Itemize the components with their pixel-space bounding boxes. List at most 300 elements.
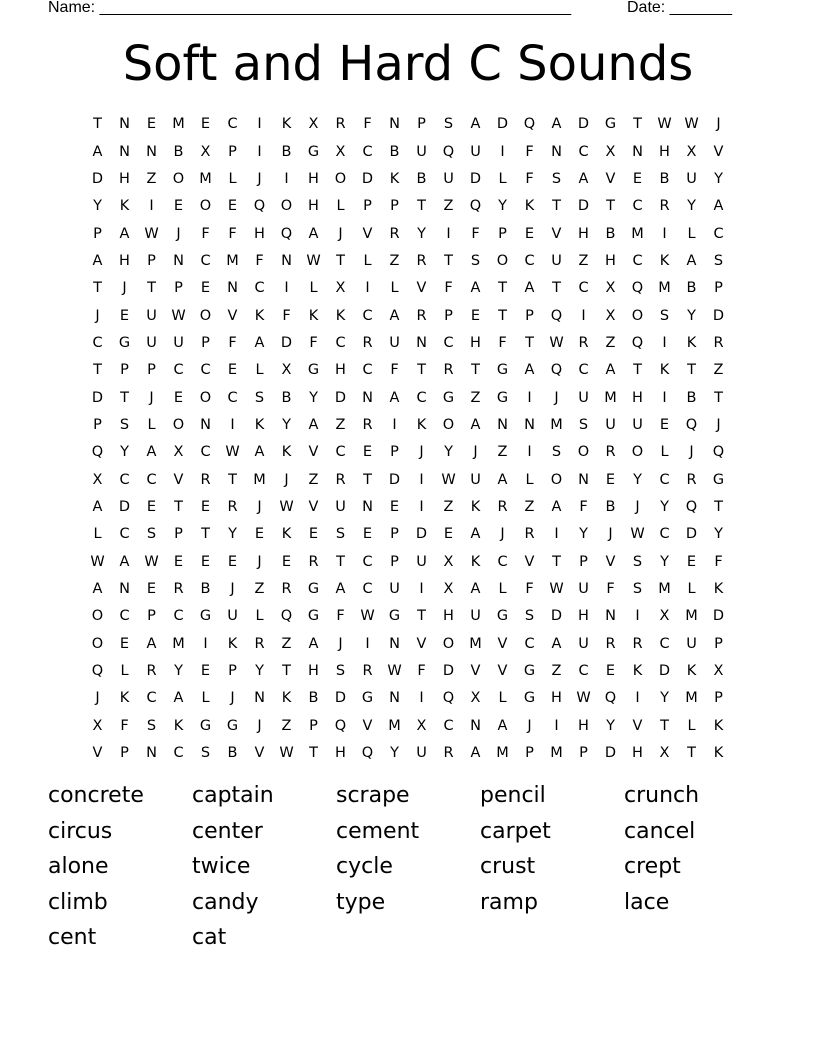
grid-letter: D — [118, 498, 131, 515]
grid-letter: Z — [470, 389, 481, 406]
grid-letter: Z — [281, 717, 292, 734]
grid-letter: R — [686, 471, 697, 488]
grid-letter: R — [497, 498, 508, 515]
grid-letter: Y — [444, 444, 453, 461]
grid-letter: I — [662, 389, 667, 406]
grid-letter: X — [605, 307, 616, 324]
grid-letter: K — [659, 362, 670, 379]
grid-letter: V — [416, 280, 427, 297]
grid-letter: I — [257, 143, 262, 160]
grid-letter: M — [469, 635, 482, 652]
grid-letter: D — [712, 307, 725, 324]
grid-letter: O — [550, 471, 563, 488]
grid-letter: E — [200, 280, 211, 297]
grid-letter: R — [254, 635, 265, 652]
grid-letter: T — [714, 389, 723, 406]
grid-letter: N — [119, 581, 130, 598]
grid-letter: W — [144, 225, 159, 242]
grid-letter: I — [527, 389, 532, 406]
grid-letter: A — [470, 581, 481, 598]
grid-letter: I — [365, 635, 370, 652]
grid-letter: D — [361, 170, 374, 187]
grid-letter: M — [172, 116, 185, 133]
grid-row — [84, 576, 732, 603]
grid-letter: B — [173, 143, 184, 160]
grid-letter: F — [417, 663, 426, 680]
grid-letter: K — [308, 307, 319, 324]
word-list-item: ramp — [480, 889, 538, 915]
grid-letter: X — [686, 143, 697, 160]
grid-row — [84, 412, 732, 439]
grid-letter: U — [416, 745, 427, 762]
grid-letter: C — [173, 745, 184, 762]
grid-letter: A — [173, 690, 184, 707]
grid-letter: E — [443, 526, 454, 543]
grid-letter: N — [632, 143, 643, 160]
grid-letter: Z — [524, 498, 535, 515]
grid-letter: C — [713, 225, 724, 242]
grid-letter: M — [388, 717, 401, 734]
grid-letter: E — [200, 498, 211, 515]
grid-letter: E — [659, 416, 670, 433]
grid-letter: T — [471, 362, 480, 379]
grid-letter: Q — [550, 307, 563, 324]
grid-letter: J — [527, 717, 532, 734]
grid-letter: J — [230, 690, 235, 707]
grid-letter: R — [227, 498, 238, 515]
grid-letter: K — [254, 416, 265, 433]
grid-letter: V — [227, 307, 238, 324]
grid-letter: T — [606, 198, 615, 215]
word-list-item: climb — [48, 889, 108, 915]
grid-letter: D — [604, 745, 617, 762]
grid-letter: D — [685, 526, 698, 543]
grid-letter: T — [525, 334, 534, 351]
grid-letter: V — [713, 143, 724, 160]
grid-letter: P — [174, 526, 183, 543]
grid-letter: Z — [389, 252, 400, 269]
grid-letter: A — [686, 252, 697, 269]
word-list-item: cycle — [336, 854, 393, 880]
grid-letter: A — [92, 581, 103, 598]
grid-letter: P — [498, 225, 507, 242]
grid-letter: H — [119, 252, 130, 269]
grid-letter: R — [362, 334, 373, 351]
grid-letter: J — [284, 471, 289, 488]
grid-letter: A — [551, 635, 562, 652]
grid-letter: N — [173, 252, 184, 269]
grid-letter: U — [335, 498, 346, 515]
grid-letter: S — [443, 116, 454, 133]
grid-letter: L — [525, 471, 534, 488]
grid-letter: W — [549, 581, 564, 598]
grid-letter: N — [416, 334, 427, 351]
grid-letter: Z — [605, 334, 616, 351]
grid-row — [84, 631, 732, 658]
grid-letter: N — [227, 280, 238, 297]
grid-letter: P — [174, 280, 183, 297]
grid-letter: U — [173, 334, 184, 351]
grid-letter: I — [284, 170, 289, 187]
grid-letter: Y — [255, 663, 264, 680]
grid-letter: O — [172, 416, 185, 433]
grid-letter: T — [147, 280, 156, 297]
grid-letter: C — [578, 280, 589, 297]
grid-letter: A — [551, 498, 562, 515]
grid-letter: T — [687, 745, 696, 762]
grid-letter: G — [442, 389, 455, 406]
grid-letter: M — [658, 581, 671, 598]
grid-letter: R — [659, 198, 670, 215]
grid-letter: G — [388, 608, 401, 625]
grid-letter: X — [335, 143, 346, 160]
grid-letter: T — [714, 498, 723, 515]
grid-letter: F — [471, 225, 480, 242]
grid-letter: P — [120, 745, 129, 762]
grid-letter: T — [552, 553, 561, 570]
word-list-item: carpet — [480, 818, 551, 844]
grid-letter: O — [496, 252, 509, 269]
grid-letter: G — [118, 334, 131, 351]
grid-letter: X — [713, 663, 724, 680]
grid-row — [84, 466, 732, 493]
grid-letter: E — [470, 307, 481, 324]
grid-letter: D — [388, 471, 401, 488]
grid-letter: P — [93, 416, 102, 433]
grid-letter: Y — [660, 553, 669, 570]
grid-letter: O — [442, 635, 455, 652]
grid-letter: A — [470, 280, 481, 297]
grid-letter: H — [308, 663, 319, 680]
grid-letter: H — [578, 717, 589, 734]
grid-letter: X — [308, 116, 319, 133]
grid-letter: G — [712, 471, 725, 488]
grid-letter: O — [280, 198, 293, 215]
grid-letter: C — [416, 389, 427, 406]
grid-letter: H — [578, 608, 589, 625]
grid-letter: Z — [281, 635, 292, 652]
grid-letter: N — [146, 745, 157, 762]
grid-letter: A — [119, 225, 130, 242]
grid-letter: S — [632, 553, 643, 570]
grid-letter: B — [200, 581, 211, 598]
grid-letter: Q — [685, 416, 698, 433]
grid-letter: W — [576, 690, 591, 707]
grid-letter: A — [119, 553, 130, 570]
grid-letter: E — [227, 198, 238, 215]
page-title: Soft and Hard C Sounds — [122, 36, 694, 92]
grid-letter: C — [443, 717, 454, 734]
word-list-item: crunch — [624, 783, 700, 808]
grid-letter: Y — [714, 526, 723, 543]
grid-letter: R — [335, 471, 346, 488]
word-list-item: pencil — [480, 783, 546, 808]
grid-letter: T — [687, 362, 696, 379]
grid-letter: T — [552, 280, 561, 297]
grid-letter: Z — [443, 498, 454, 515]
grid-letter: T — [120, 389, 129, 406]
grid-letter: N — [389, 690, 400, 707]
grid-letter: Y — [309, 389, 318, 406]
grid-letter: O — [199, 307, 212, 324]
grid-letter: X — [659, 608, 670, 625]
grid-letter: Q — [442, 690, 455, 707]
grid-letter: A — [389, 389, 400, 406]
grid-letter: Z — [443, 198, 454, 215]
grid-letter: K — [119, 690, 130, 707]
grid-letter: X — [173, 444, 184, 461]
grid-letter: X — [335, 280, 346, 297]
grid-letter: M — [685, 690, 698, 707]
grid-letter: A — [497, 717, 508, 734]
grid-letter: R — [578, 334, 589, 351]
grid-letter: U — [416, 143, 427, 160]
grid-letter: I — [257, 116, 262, 133]
grid-letter: X — [92, 717, 103, 734]
grid-letter: I — [662, 225, 667, 242]
grid-row — [84, 220, 732, 247]
grid-letter: P — [93, 225, 102, 242]
grid-letter: N — [524, 416, 535, 433]
grid-letter: S — [119, 416, 130, 433]
grid-letter: A — [308, 416, 319, 433]
grid-letter: T — [417, 362, 426, 379]
word-list-item: cat — [192, 925, 227, 951]
grid-letter: J — [230, 581, 235, 598]
grid-letter: R — [362, 663, 373, 680]
grid-letter: G — [496, 362, 509, 379]
grid-letter: Q — [469, 198, 482, 215]
grid-letter: L — [687, 581, 696, 598]
grid-letter: M — [172, 635, 185, 652]
grid-letter: J — [257, 498, 262, 515]
grid-letter: O — [631, 444, 644, 461]
grid-letter: J — [338, 225, 343, 242]
grid-letter: T — [93, 362, 102, 379]
grid-letter: T — [633, 116, 642, 133]
grid-letter: P — [714, 635, 723, 652]
grid-letter: U — [443, 170, 454, 187]
grid-letter: I — [203, 635, 208, 652]
grid-letter: C — [659, 635, 670, 652]
grid-letter: Z — [308, 471, 319, 488]
grid-letter: P — [309, 717, 318, 734]
grid-letter: V — [416, 635, 427, 652]
grid-letter: P — [363, 198, 372, 215]
word-list-item: crust — [480, 854, 536, 880]
grid-letter: M — [631, 225, 644, 242]
grid-letter: Y — [660, 498, 669, 515]
grid-letter: B — [227, 745, 238, 762]
grid-letter: W — [144, 553, 159, 570]
grid-letter: R — [605, 444, 616, 461]
grid-letter: N — [389, 635, 400, 652]
grid-letter: R — [416, 252, 427, 269]
grid-letter: T — [498, 280, 507, 297]
grid-letter: N — [281, 252, 292, 269]
grid-letter: W — [657, 116, 672, 133]
grid-letter: K — [389, 170, 400, 187]
grid-letter: C — [146, 471, 157, 488]
grid-letter: V — [470, 663, 481, 680]
grid-letter: P — [579, 553, 588, 570]
grid-letter: S — [146, 526, 157, 543]
grid-letter: X — [416, 717, 427, 734]
word-list-item: cement — [336, 818, 420, 844]
grid-letter: A — [578, 170, 589, 187]
grid-letter: V — [497, 635, 508, 652]
word-list-item: candy — [192, 889, 259, 915]
grid-letter: A — [524, 362, 535, 379]
grid-letter: A — [470, 116, 481, 133]
grid-letter: L — [498, 170, 507, 187]
grid-letter: E — [173, 198, 184, 215]
grid-letter: T — [93, 280, 102, 297]
grid-letter: D — [334, 690, 347, 707]
grid-letter: R — [632, 635, 643, 652]
grid-letter: X — [659, 745, 670, 762]
grid-letter: J — [95, 307, 100, 324]
grid-letter: T — [228, 471, 237, 488]
grid-letter: F — [201, 225, 210, 242]
grid-letter: Q — [712, 444, 725, 461]
grid-letter: J — [716, 416, 721, 433]
grid-letter: H — [119, 170, 130, 187]
grid-letter: J — [122, 280, 127, 297]
grid-letter: R — [281, 581, 292, 598]
grid-letter: A — [470, 745, 481, 762]
grid-letter: J — [176, 225, 181, 242]
grid-letter: Y — [120, 444, 129, 461]
grid-letter: Y — [714, 170, 723, 187]
grid-letter: I — [662, 334, 667, 351]
grid-letter: X — [470, 690, 481, 707]
grid-letter: J — [716, 116, 721, 133]
grid-letter: L — [147, 416, 156, 433]
grid-letter: U — [470, 143, 481, 160]
grid-letter: V — [632, 717, 643, 734]
grid-letter: K — [686, 663, 697, 680]
grid-letter: Q — [253, 198, 266, 215]
grid-letter: G — [307, 143, 320, 160]
grid-letter: A — [470, 416, 481, 433]
grid-letter: Q — [685, 498, 698, 515]
grid-letter: G — [226, 717, 239, 734]
grid-letter: U — [605, 416, 616, 433]
grid-letter: C — [227, 389, 238, 406]
grid-letter: T — [309, 745, 318, 762]
grid-letter: Q — [280, 225, 293, 242]
grid-letter: O — [199, 389, 212, 406]
grid-letter: R — [443, 362, 454, 379]
grid-letter: Y — [687, 307, 696, 324]
grid-letter: J — [257, 717, 262, 734]
grid-letter: O — [334, 170, 347, 187]
grid-letter: R — [146, 663, 157, 680]
grid-letter: P — [525, 307, 534, 324]
grid-letter: L — [336, 198, 345, 215]
grid-letter: L — [390, 280, 399, 297]
grid-letter: X — [605, 280, 616, 297]
word-list-item: scrape — [336, 783, 410, 808]
grid-letter: N — [200, 416, 211, 433]
word-list — [48, 778, 768, 956]
grid-letter: U — [416, 553, 427, 570]
grid-letter: F — [525, 143, 534, 160]
grid-letter: J — [257, 170, 262, 187]
grid-letter: I — [419, 690, 424, 707]
grid-letter: K — [632, 663, 643, 680]
grid-letter: Q — [631, 280, 644, 297]
grid-letter: F — [606, 581, 615, 598]
word-list-item: concrete — [48, 783, 144, 808]
word-list-item: type — [336, 889, 386, 915]
grid-letter: I — [635, 608, 640, 625]
grid-letter: C — [578, 143, 589, 160]
grid-letter: E — [605, 663, 616, 680]
grid-letter: G — [496, 389, 509, 406]
grid-letter: V — [524, 553, 535, 570]
grid-letter: G — [523, 690, 536, 707]
grid-letter: C — [146, 690, 157, 707]
grid-letter: B — [659, 170, 670, 187]
grid-letter: D — [91, 170, 104, 187]
word-list-item: twice — [192, 854, 251, 880]
grid-letter: F — [390, 362, 399, 379]
grid-letter: K — [524, 198, 535, 215]
grid-letter: C — [362, 553, 373, 570]
grid-letter: Q — [334, 717, 347, 734]
grid-letter: E — [605, 471, 616, 488]
grid-letter: I — [554, 717, 559, 734]
grid-letter: P — [228, 143, 237, 160]
grid-letter: G — [604, 116, 617, 133]
grid-letter: S — [335, 663, 346, 680]
grid-letter: K — [713, 717, 724, 734]
grid-letter: S — [551, 170, 562, 187]
grid-letter: Y — [228, 526, 237, 543]
grid-letter: T — [363, 471, 372, 488]
grid-letter: K — [659, 252, 670, 269]
grid-letter: U — [632, 416, 643, 433]
grid-letter: E — [524, 225, 535, 242]
grid-letter: C — [362, 307, 373, 324]
grid-letter: E — [686, 553, 697, 570]
grid-letter: L — [498, 690, 507, 707]
grid-letter: J — [473, 444, 478, 461]
grid-letter: K — [416, 416, 427, 433]
grid-letter: C — [335, 444, 346, 461]
grid-letter: N — [470, 717, 481, 734]
grid-letter: I — [419, 581, 424, 598]
grid-letter: H — [551, 690, 562, 707]
grid-letter: O — [91, 608, 104, 625]
grid-letter: F — [336, 608, 345, 625]
word-search-grid — [84, 111, 732, 767]
grid-letter: U — [470, 608, 481, 625]
grid-letter: L — [201, 690, 210, 707]
grid-letter: U — [389, 581, 400, 598]
grid-letter: T — [633, 362, 642, 379]
grid-letter: D — [496, 116, 509, 133]
grid-letter: K — [281, 116, 292, 133]
grid-letter: P — [201, 334, 210, 351]
grid-letter: E — [119, 307, 130, 324]
grid-letter: G — [199, 717, 212, 734]
grid-letter: Z — [335, 416, 346, 433]
grid-letter: W — [90, 553, 105, 570]
grid-row — [84, 166, 732, 193]
